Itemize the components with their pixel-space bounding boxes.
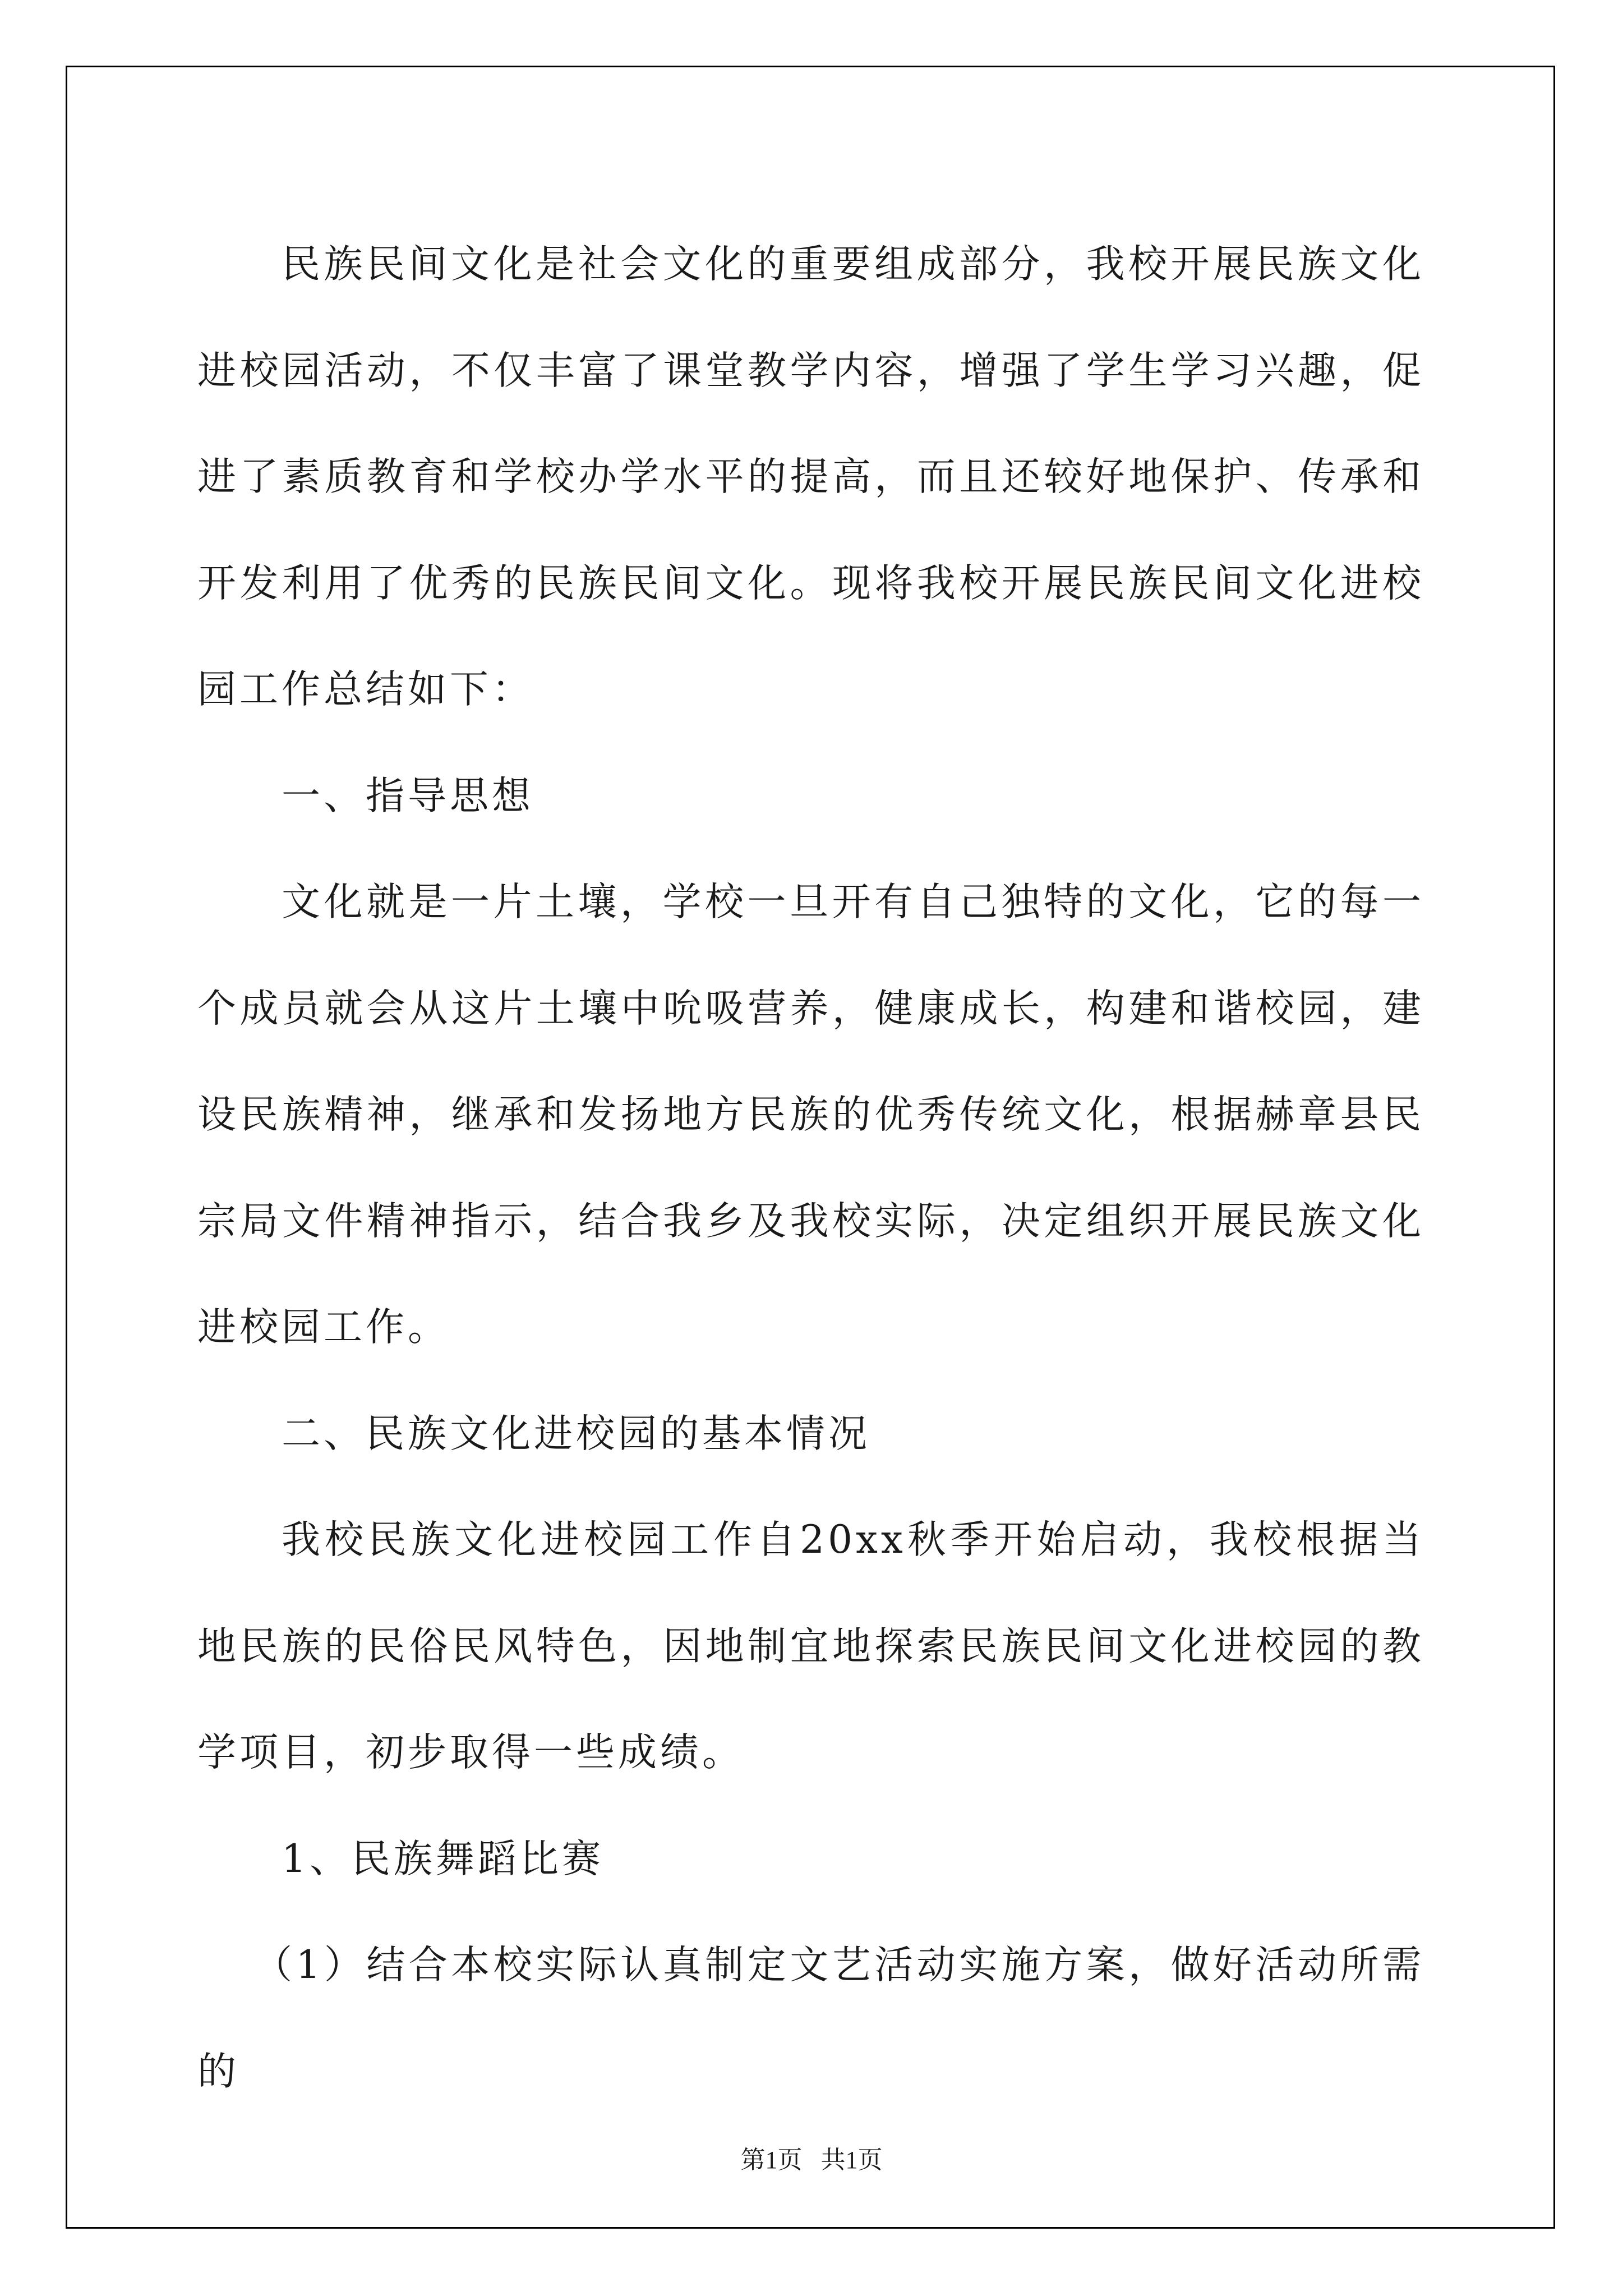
paragraph-guiding-ideology: 文化就是一片土壤，学校一旦开有自己独特的文化，它的每一个成员就会从这片土壤中吮吸营养，健康成长，构建和谐校园，建设民族精神，继承和发扬地方民族的优秀传统文化，根据赫章县民宗局文件精神指示，结合我乡及我校实际，决定组织开展民族文化进校园工作。: [197, 880, 1424, 1350]
paragraph-intro: 民族民间文化是社会文化的重要组成部分，我校开展民族文化进校园活动，不仅丰富了课堂教学内容，增强了学生学习兴趣，促进了素质教育和学校办学水平的提高，而且还较好地保护、传承和开发利用了优秀的民族民间文化。现将我校开展民族民间文化进校园工作总结如下：: [197, 242, 1424, 712]
document-body: [197, 211, 1424, 2125]
heading-dance-competition: 1、民族舞蹈比赛: [282, 1836, 604, 1881]
heading-basic-situation: 二、民族文化进校园的基本情况: [282, 1411, 870, 1456]
page-footer: 第1页 共1页: [740, 2146, 883, 2174]
heading-guiding-ideology: 一、指导思想: [282, 773, 534, 818]
paragraph-dance-item-1: （1）结合本校实际认真制定文艺活动实施方案，做好活动所需的: [197, 1943, 1424, 2094]
paragraph-basic-situation: 我校民族文化进校园工作自20xx秋季开始启动，我校根据当地民族的民俗民风特色，因地制宜地探索民族民间文化进校园的教学项目，初步取得一些成绩。: [197, 1517, 1424, 1775]
